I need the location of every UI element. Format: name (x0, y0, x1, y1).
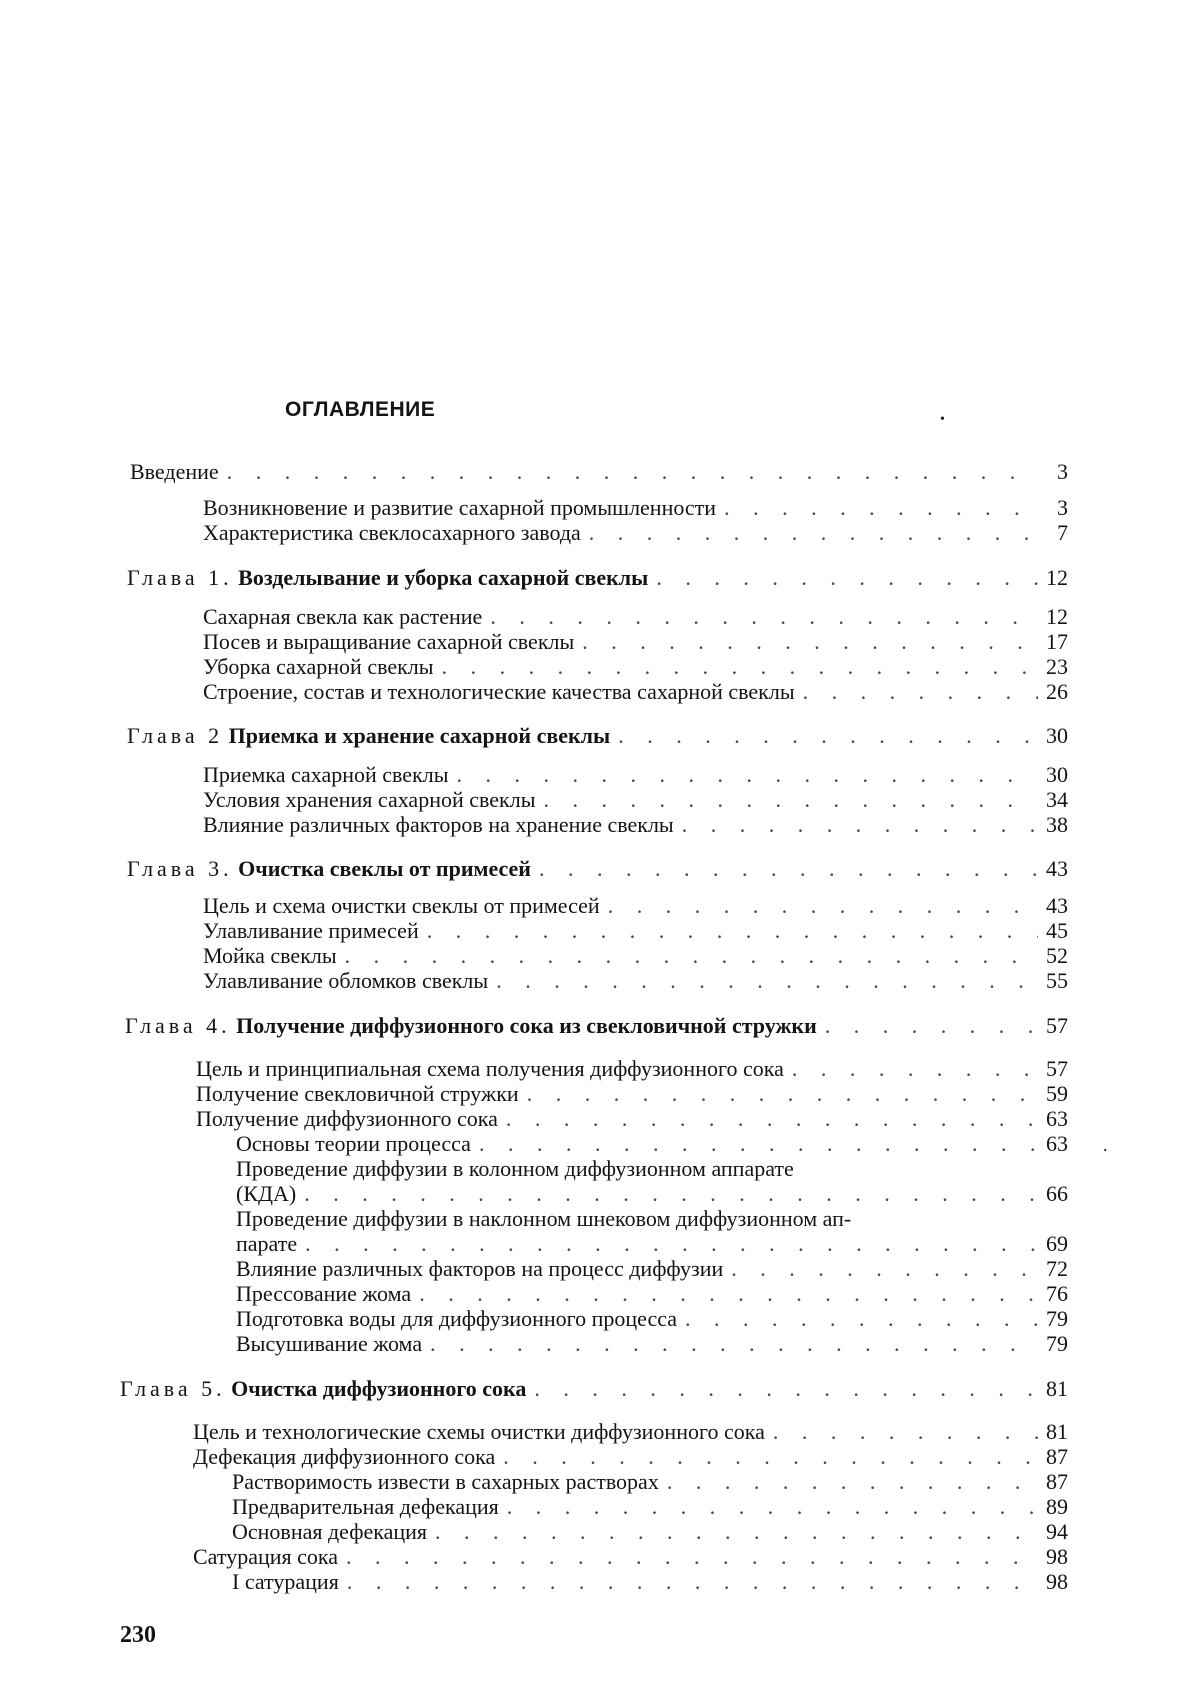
chapter-title: Очистка диффузионного сока (231, 1376, 527, 1401)
dot-leader (488, 969, 1038, 993)
print-speck-mark: • (940, 412, 945, 427)
toc-entry-label: Строение, состав и технологические качества сахарной свеклы (203, 679, 795, 704)
toc-entry-label: Влияние различных факторов на хранение свеклы (203, 812, 674, 837)
toc-entry[interactable] (232, 1520, 1068, 1544)
toc-entry-label: Влияние различных факторов на процесс диффузии (236, 1256, 724, 1281)
toc-entry-introduction[interactable] (130, 460, 1068, 484)
toc-entry-page: 79 (1046, 1331, 1068, 1356)
toc-entry[interactable] (203, 919, 1068, 943)
toc-entry-label: Улавливание примесей (203, 918, 419, 943)
toc-entry[interactable] (203, 680, 1068, 704)
dot-leader (716, 496, 1038, 520)
dot-leader (765, 1420, 1038, 1444)
chapter-prefix: Глава 5. (120, 1376, 226, 1401)
toc-entry[interactable] (203, 496, 1068, 520)
toc-entry-label: Сахарная свекла как растение (203, 604, 483, 629)
toc-entry-label: Уборка сахарной свеклы (203, 654, 434, 679)
toc-entry-label: Введение (130, 459, 219, 484)
toc-chapter-1[interactable] (127, 566, 1068, 590)
toc-entry-label: Приемка сахарной свеклы (203, 762, 449, 787)
toc-entry-page: 89 (1046, 1494, 1068, 1519)
toc-entry-page: 66 (1046, 1181, 1068, 1206)
toc-entry-page: 79 (1046, 1306, 1068, 1331)
dot-leader (723, 1257, 1038, 1281)
toc-entry-page: 3 (1057, 495, 1068, 520)
dot-leader (499, 1495, 1038, 1519)
toc-entry-label: Получение свекловичной стружки (196, 1081, 519, 1106)
toc-entry-label: Предварительная дефекация (232, 1494, 499, 1519)
toc-entry-page: 63 (1046, 1131, 1068, 1156)
toc-entry-label: Цель и технологические схемы очистки диффузионного сока (193, 1419, 765, 1444)
toc-entry[interactable] (203, 630, 1068, 654)
toc-entry-label: Прессование жома (236, 1281, 412, 1306)
toc-entry[interactable] (196, 1057, 1068, 1081)
dot-leader (449, 763, 1038, 787)
chapter-title: Получение диффузионного сока из свекловичной стружки (236, 1013, 817, 1038)
toc-entry-label: Сатурация сока (193, 1544, 339, 1569)
toc-entry-page: 34 (1046, 787, 1068, 812)
toc-entry-label: I сатурация (232, 1569, 339, 1594)
toc-chapter-label (127, 857, 531, 881)
toc-entry-label: Высушивание жома (236, 1331, 423, 1356)
toc-entry[interactable] (203, 605, 1068, 629)
toc-entry[interactable] (203, 894, 1068, 918)
dot-leader (482, 605, 1038, 629)
toc-entry-label: Растворимость извести в сахарных растворах (232, 1469, 659, 1494)
toc-entry-page: 98 (1046, 1544, 1068, 1569)
toc-entry-page: 63 (1046, 1106, 1068, 1131)
toc-entry[interactable] (203, 813, 1068, 837)
chapter-prefix: Глава 3. (127, 856, 233, 881)
toc-entry-label-line2: (КДА) (236, 1181, 297, 1206)
chapter-title: Приемка и хранение сахарной свеклы (228, 723, 611, 748)
toc-chapter-label (120, 1377, 526, 1401)
chapter-title: Возделывание и уборка сахарной свеклы (238, 565, 649, 590)
dot-leader (581, 521, 1038, 545)
toc-heading: ОГЛАВЛЕНИЕ (285, 398, 436, 421)
toc-entry-page: 98 (1046, 1569, 1068, 1594)
dot-leader (434, 655, 1038, 679)
chapter-prefix: Глава 4. (125, 1013, 231, 1038)
dot-leader (531, 857, 1038, 881)
toc-entry[interactable] (203, 521, 1068, 545)
toc-entry-line1[interactable]: Проведение диффузии в колонном диффузионном аппарате (236, 1156, 794, 1181)
toc-entry-page: 7 (1057, 520, 1068, 545)
dot-leader (795, 680, 1038, 704)
toc-entry-page: 94 (1046, 1519, 1068, 1544)
toc-entry[interactable] (203, 763, 1068, 787)
toc-entry-label: Дефекация диффузионного сока (193, 1444, 496, 1469)
toc-entry-label: Условия хранения сахарной свеклы (203, 787, 536, 812)
toc-entry[interactable] (232, 1495, 1068, 1519)
dot-leader (219, 460, 1038, 484)
toc-entry-page: 55 (1046, 968, 1068, 993)
toc-entry-label: Улавливание обломков свеклы (203, 968, 489, 993)
toc-entry[interactable] (236, 1257, 1068, 1281)
toc-entry-label: Получение диффузионного сока (196, 1106, 498, 1131)
toc-entry-label: Мойка свеклы (203, 943, 337, 968)
toc-entry-page: 43 (1046, 856, 1068, 881)
toc-entry-page: 87 (1046, 1469, 1068, 1494)
toc-entry[interactable] (203, 655, 1068, 679)
dot-leader (526, 1377, 1038, 1401)
dot-leader (817, 1014, 1038, 1038)
toc-entry-label: Подготовка воды для диффузионного процесса (236, 1306, 678, 1331)
toc-entry-page: 30 (1046, 723, 1068, 748)
print-speck-dot: . (1103, 1135, 1108, 1155)
toc-entry-page: 3 (1057, 459, 1068, 484)
dot-leader (659, 1470, 1038, 1494)
toc-entry-page: 57 (1046, 1056, 1068, 1081)
toc-entry[interactable] (193, 1445, 1068, 1469)
toc-entry-label: Возникновение и развитие сахарной промышленности (203, 495, 717, 520)
dot-leader (574, 630, 1038, 654)
dot-leader (648, 566, 1038, 590)
toc-entry-page: 26 (1046, 679, 1068, 704)
toc-entry-page: 45 (1046, 918, 1068, 943)
toc-entry[interactable] (236, 1282, 1068, 1306)
dot-leader (600, 894, 1038, 918)
toc-entry[interactable] (236, 1307, 1068, 1331)
toc-entry-page: 59 (1046, 1081, 1068, 1106)
toc-entry-line1[interactable]: Проведение диффузии в наклонном шнековом диффузионном ап- (236, 1206, 852, 1231)
toc-entry-label: Основы теории процесса (236, 1131, 471, 1156)
toc-entry-page: 81 (1046, 1419, 1068, 1444)
toc-entry-label: Цель и принципиальная схема получения диффузионного сока (196, 1056, 784, 1081)
toc-entry-page: 76 (1046, 1281, 1068, 1306)
toc-chapter-label (127, 566, 648, 590)
toc-entry-page: 69 (1046, 1231, 1068, 1256)
toc-entry-label: Цель и схема очистки свеклы от примесей (203, 893, 600, 918)
dot-leader (610, 724, 1038, 748)
toc-chapter-2[interactable] (127, 724, 1068, 748)
dot-leader (519, 1082, 1038, 1106)
toc-entry-label-line2: парате (236, 1231, 298, 1256)
toc-chapter-5[interactable] (120, 1377, 1068, 1401)
dot-leader (535, 788, 1038, 812)
dot-leader (338, 1545, 1038, 1569)
page-number: 230 (120, 1622, 156, 1648)
chapter-title: Очистка свеклы от примесей (238, 856, 531, 881)
dot-leader (422, 1332, 1038, 1356)
toc-entry[interactable] (232, 1570, 1068, 1594)
toc-chapter-4[interactable] (125, 1014, 1068, 1038)
dot-leader (427, 1520, 1038, 1544)
chapter-prefix: Глава 1. (127, 565, 233, 590)
dot-leader (337, 944, 1038, 968)
dot-leader (296, 1182, 1038, 1206)
toc-entry-page: 17 (1046, 629, 1068, 654)
toc-entry-page: 38 (1046, 812, 1068, 837)
toc-entry[interactable] (203, 788, 1068, 812)
toc-entry-label: Характеристика свеклосахарного завода (203, 520, 581, 545)
toc-entry[interactable] (236, 1332, 1068, 1356)
toc-entry-page: 43 (1046, 893, 1068, 918)
toc-entry-label: Посев и выращивание сахарной свеклы (203, 629, 575, 654)
toc-entry-page: 87 (1046, 1444, 1068, 1469)
toc-entry-page: 72 (1046, 1256, 1068, 1281)
dot-leader (677, 1307, 1038, 1331)
dot-leader (297, 1232, 1038, 1256)
toc-chapter-label (127, 724, 610, 748)
toc-entry[interactable] (193, 1420, 1068, 1444)
dot-leader (419, 919, 1038, 943)
toc-entry-page: 81 (1046, 1376, 1068, 1401)
dot-leader (339, 1570, 1038, 1594)
toc-chapter-label (125, 1014, 817, 1038)
toc-entry[interactable] (193, 1545, 1068, 1569)
toc-entry-page: 52 (1046, 943, 1068, 968)
toc-entry[interactable] (232, 1470, 1068, 1494)
toc-entry[interactable] (236, 1182, 1068, 1206)
toc-entry[interactable] (196, 1107, 1068, 1131)
toc-entry-page: 12 (1046, 565, 1068, 590)
toc-entry[interactable] (203, 944, 1068, 968)
toc-entry[interactable] (196, 1082, 1068, 1106)
toc-chapter-3[interactable] (127, 857, 1068, 881)
toc-entry-label: Основная дефекация (232, 1519, 428, 1544)
dot-leader (471, 1132, 1038, 1156)
toc-entry[interactable] (236, 1232, 1068, 1256)
dot-leader (784, 1057, 1038, 1081)
dot-leader (498, 1107, 1038, 1131)
toc-entry-page: 23 (1046, 654, 1068, 679)
chapter-prefix: Глава 2 (127, 723, 224, 748)
dot-leader (495, 1445, 1038, 1469)
dot-leader (674, 813, 1038, 837)
dot-leader (411, 1282, 1038, 1306)
toc-entry-page: 57 (1046, 1013, 1068, 1038)
toc-entry[interactable] (203, 969, 1068, 993)
toc-entry-page: 30 (1046, 762, 1068, 787)
toc-entry-page: 12 (1046, 604, 1068, 629)
toc-entry[interactable] (236, 1132, 1068, 1156)
